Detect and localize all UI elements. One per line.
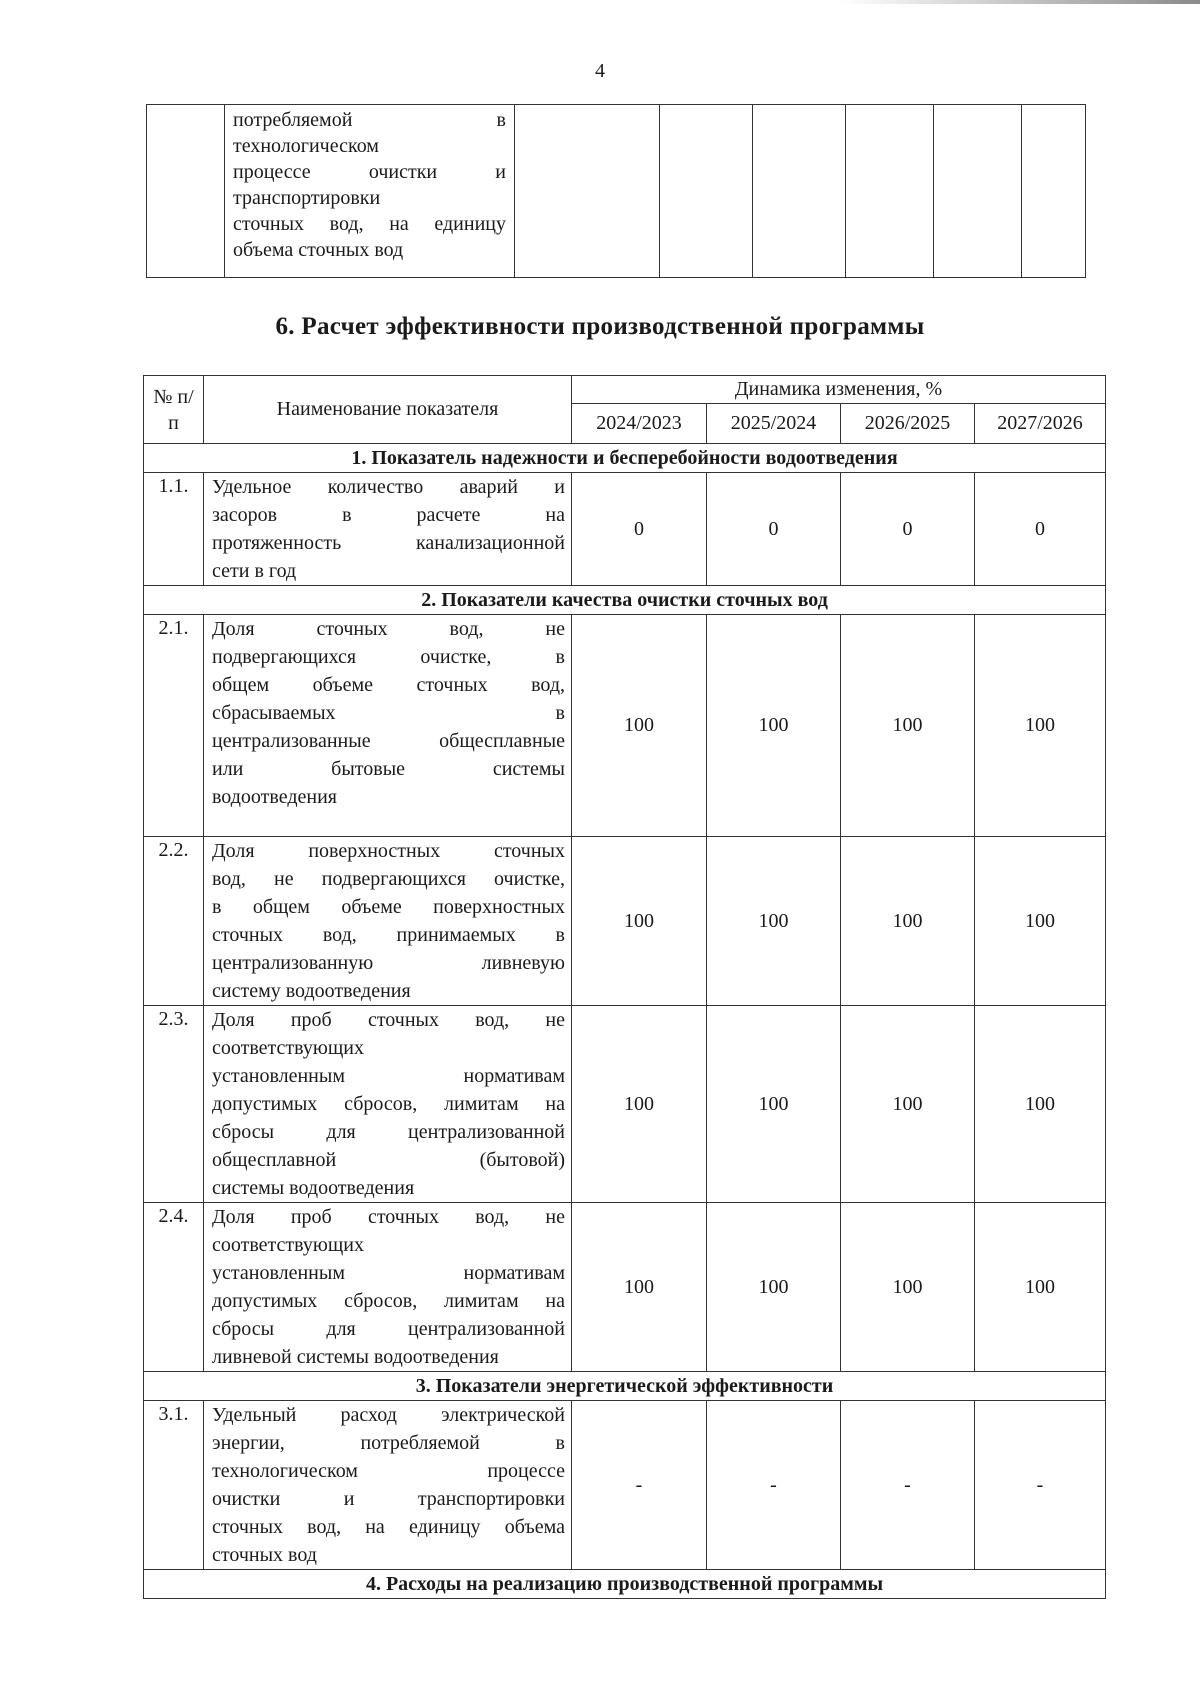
dynamics-value: 100 (975, 1203, 1106, 1372)
row-number: 2.1. (144, 615, 204, 837)
indicator-name-line: Доля проб сточных вод, не (212, 1009, 565, 1031)
continuation-line: транспортировки (233, 187, 381, 209)
indicator-name-line: Удельный расход электрической (212, 1404, 565, 1426)
continuation-value-cell (515, 105, 660, 278)
continuation-value-cell (753, 105, 846, 278)
continuation-line: процессе очистки и (233, 161, 506, 183)
continuation-table (146, 104, 1086, 278)
indicator-name-line: систему водоотведения (212, 980, 411, 1002)
indicator-name-line: технологическом процессе (212, 1460, 565, 1482)
dynamics-value: 100 (572, 1203, 707, 1372)
indicator-name-line: вод, не подвергающихся очистке, (212, 868, 565, 890)
dynamics-value: - (572, 1401, 707, 1570)
indicator-name-line: общесплавной (бытовой) (212, 1149, 565, 1171)
indicator-name-line: энергии, потребляемой в (212, 1432, 565, 1454)
indicator-name-line: сточных вод, принимаемых в (212, 924, 565, 946)
section-title: 6. Расчет эффективности производственной программы (275, 313, 925, 340)
header-num: № п/п (144, 376, 204, 444)
indicator-name-line: Удельное количество аварий и (212, 476, 565, 498)
dynamics-value: 100 (707, 1006, 841, 1203)
indicator-name (204, 473, 572, 586)
dynamics-value: 100 (975, 1006, 1106, 1203)
header-year: 2027/2026 (975, 404, 1106, 444)
continuation-num-cell (147, 105, 225, 278)
continuation-value-cell (1022, 105, 1086, 278)
group-header-row (144, 1372, 1106, 1401)
dynamics-value: - (841, 1401, 975, 1570)
table-body (144, 444, 1106, 1599)
dynamics-value: - (707, 1401, 841, 1570)
continuation-value-cell (934, 105, 1022, 278)
table-row (144, 1401, 1106, 1570)
dynamics-value: 0 (841, 473, 975, 586)
row-number: 1.1. (144, 473, 204, 586)
row-number: 2.2. (144, 837, 204, 1006)
dynamics-value: 100 (975, 837, 1106, 1006)
continuation-text (225, 105, 514, 263)
indicator-name-line: ливневой системы водоотведения (212, 1346, 499, 1368)
indicator-name-line: Доля поверхностных сточных (212, 840, 565, 862)
indicator-name (204, 1401, 572, 1570)
row-number: 2.3. (144, 1006, 204, 1203)
indicator-name (204, 1203, 572, 1372)
indicator-name-line: Доля сточных вод, не (212, 618, 565, 640)
indicator-name-line: соответствующих (212, 1037, 364, 1059)
indicator-name-line: сбрасываемых в (212, 702, 565, 724)
dynamics-value: 100 (572, 1006, 707, 1203)
continuation-line: сточных вод, на единицу (233, 213, 506, 235)
indicator-name-line: Доля проб сточных вод, не (212, 1206, 565, 1228)
indicator-name-line: централизованные общесплавные (212, 730, 565, 752)
dynamics-value: 100 (707, 837, 841, 1006)
indicator-name-line: централизованную ливневую (212, 952, 565, 974)
indicator-name-line: установленным нормативам (212, 1262, 565, 1284)
continuation-line: технологическом (233, 135, 379, 157)
dynamics-value: 0 (975, 473, 1106, 586)
header-year: 2024/2023 (572, 404, 707, 444)
table-row (144, 1006, 1106, 1203)
continuation-line: объема сточных вод (233, 239, 404, 261)
indicator-name-line: допустимых сбросов, лимитам на (212, 1093, 565, 1115)
dynamics-value: 100 (841, 837, 975, 1006)
indicator-name-line: соответствующих (212, 1234, 364, 1256)
scan-edge-mark (840, 0, 1200, 4)
group-header-row (144, 1570, 1106, 1599)
indicator-name-line: подвергающихся очистке, в (212, 646, 565, 668)
indicator-name-line: протяженность канализационной (212, 532, 565, 554)
dynamics-value: 0 (707, 473, 841, 586)
indicator-name-line: засоров в расчете на (212, 504, 565, 526)
indicator-name-line: сбросы для централизованной (212, 1318, 565, 1340)
indicator-name-line: системы водоотведения (212, 1177, 415, 1199)
indicator-name-line: очистки и транспортировки (212, 1488, 565, 1510)
header-dynamics: Динамика изменения, % (572, 376, 1106, 404)
group-title: 3. Показатели энергетической эффективности (144, 1372, 1106, 1401)
continuation-value-cell (660, 105, 753, 278)
dynamics-value: 100 (841, 1203, 975, 1372)
indicator-name-line: сточных вод (212, 1544, 317, 1566)
dynamics-value: 100 (841, 615, 975, 837)
group-header-row (144, 586, 1106, 615)
indicator-name (204, 615, 572, 837)
dynamics-value: 100 (572, 615, 707, 837)
table-row (144, 615, 1106, 837)
dynamics-value: 100 (707, 615, 841, 837)
group-title: 1. Показатель надежности и бесперебойности водоотведения (144, 444, 1106, 473)
table-row (144, 473, 1106, 586)
continuation-line: потребляемой в (233, 109, 506, 131)
group-title: 4. Расходы на реализацию производственной программы (144, 1570, 1106, 1599)
indicator-name-line: установленным нормативам (212, 1065, 565, 1087)
header-name: Наименование показателя (204, 376, 572, 444)
dynamics-value: 100 (975, 615, 1106, 837)
indicator-name-line: допустимых сбросов, лимитам на (212, 1290, 565, 1312)
indicator-name (204, 1006, 572, 1203)
page-number: 4 (595, 60, 605, 82)
group-title: 2. Показатели качества очистки сточных вод (144, 586, 1106, 615)
dynamics-value: 100 (572, 837, 707, 1006)
dynamics-value: - (975, 1401, 1106, 1570)
row-number: 2.4. (144, 1203, 204, 1372)
indicator-name (204, 837, 572, 1006)
row-number: 3.1. (144, 1401, 204, 1570)
indicator-name-line: водоотведения (212, 786, 337, 808)
dynamics-value: 0 (572, 473, 707, 586)
dynamics-value: 100 (707, 1203, 841, 1372)
table-row (144, 1203, 1106, 1372)
indicator-name-line: сети в год (212, 560, 297, 582)
indicator-name-line: общем объеме сточных вод, (212, 674, 565, 696)
continuation-text-cell (225, 105, 515, 278)
group-header-row (144, 444, 1106, 473)
indicator-name-line: сточных вод, на единицу объема (212, 1516, 565, 1538)
indicator-name-line: сбросы для централизованной (212, 1121, 565, 1143)
header-year: 2026/2025 (841, 404, 975, 444)
continuation-value-cell (846, 105, 934, 278)
table-row (144, 837, 1106, 1006)
dynamics-value: 100 (841, 1006, 975, 1203)
indicator-name-line: в общем объеме поверхностных (212, 896, 565, 918)
efficiency-table (143, 375, 1106, 1599)
indicator-name-line: или бытовые системы (212, 758, 565, 780)
header-year: 2025/2024 (707, 404, 841, 444)
